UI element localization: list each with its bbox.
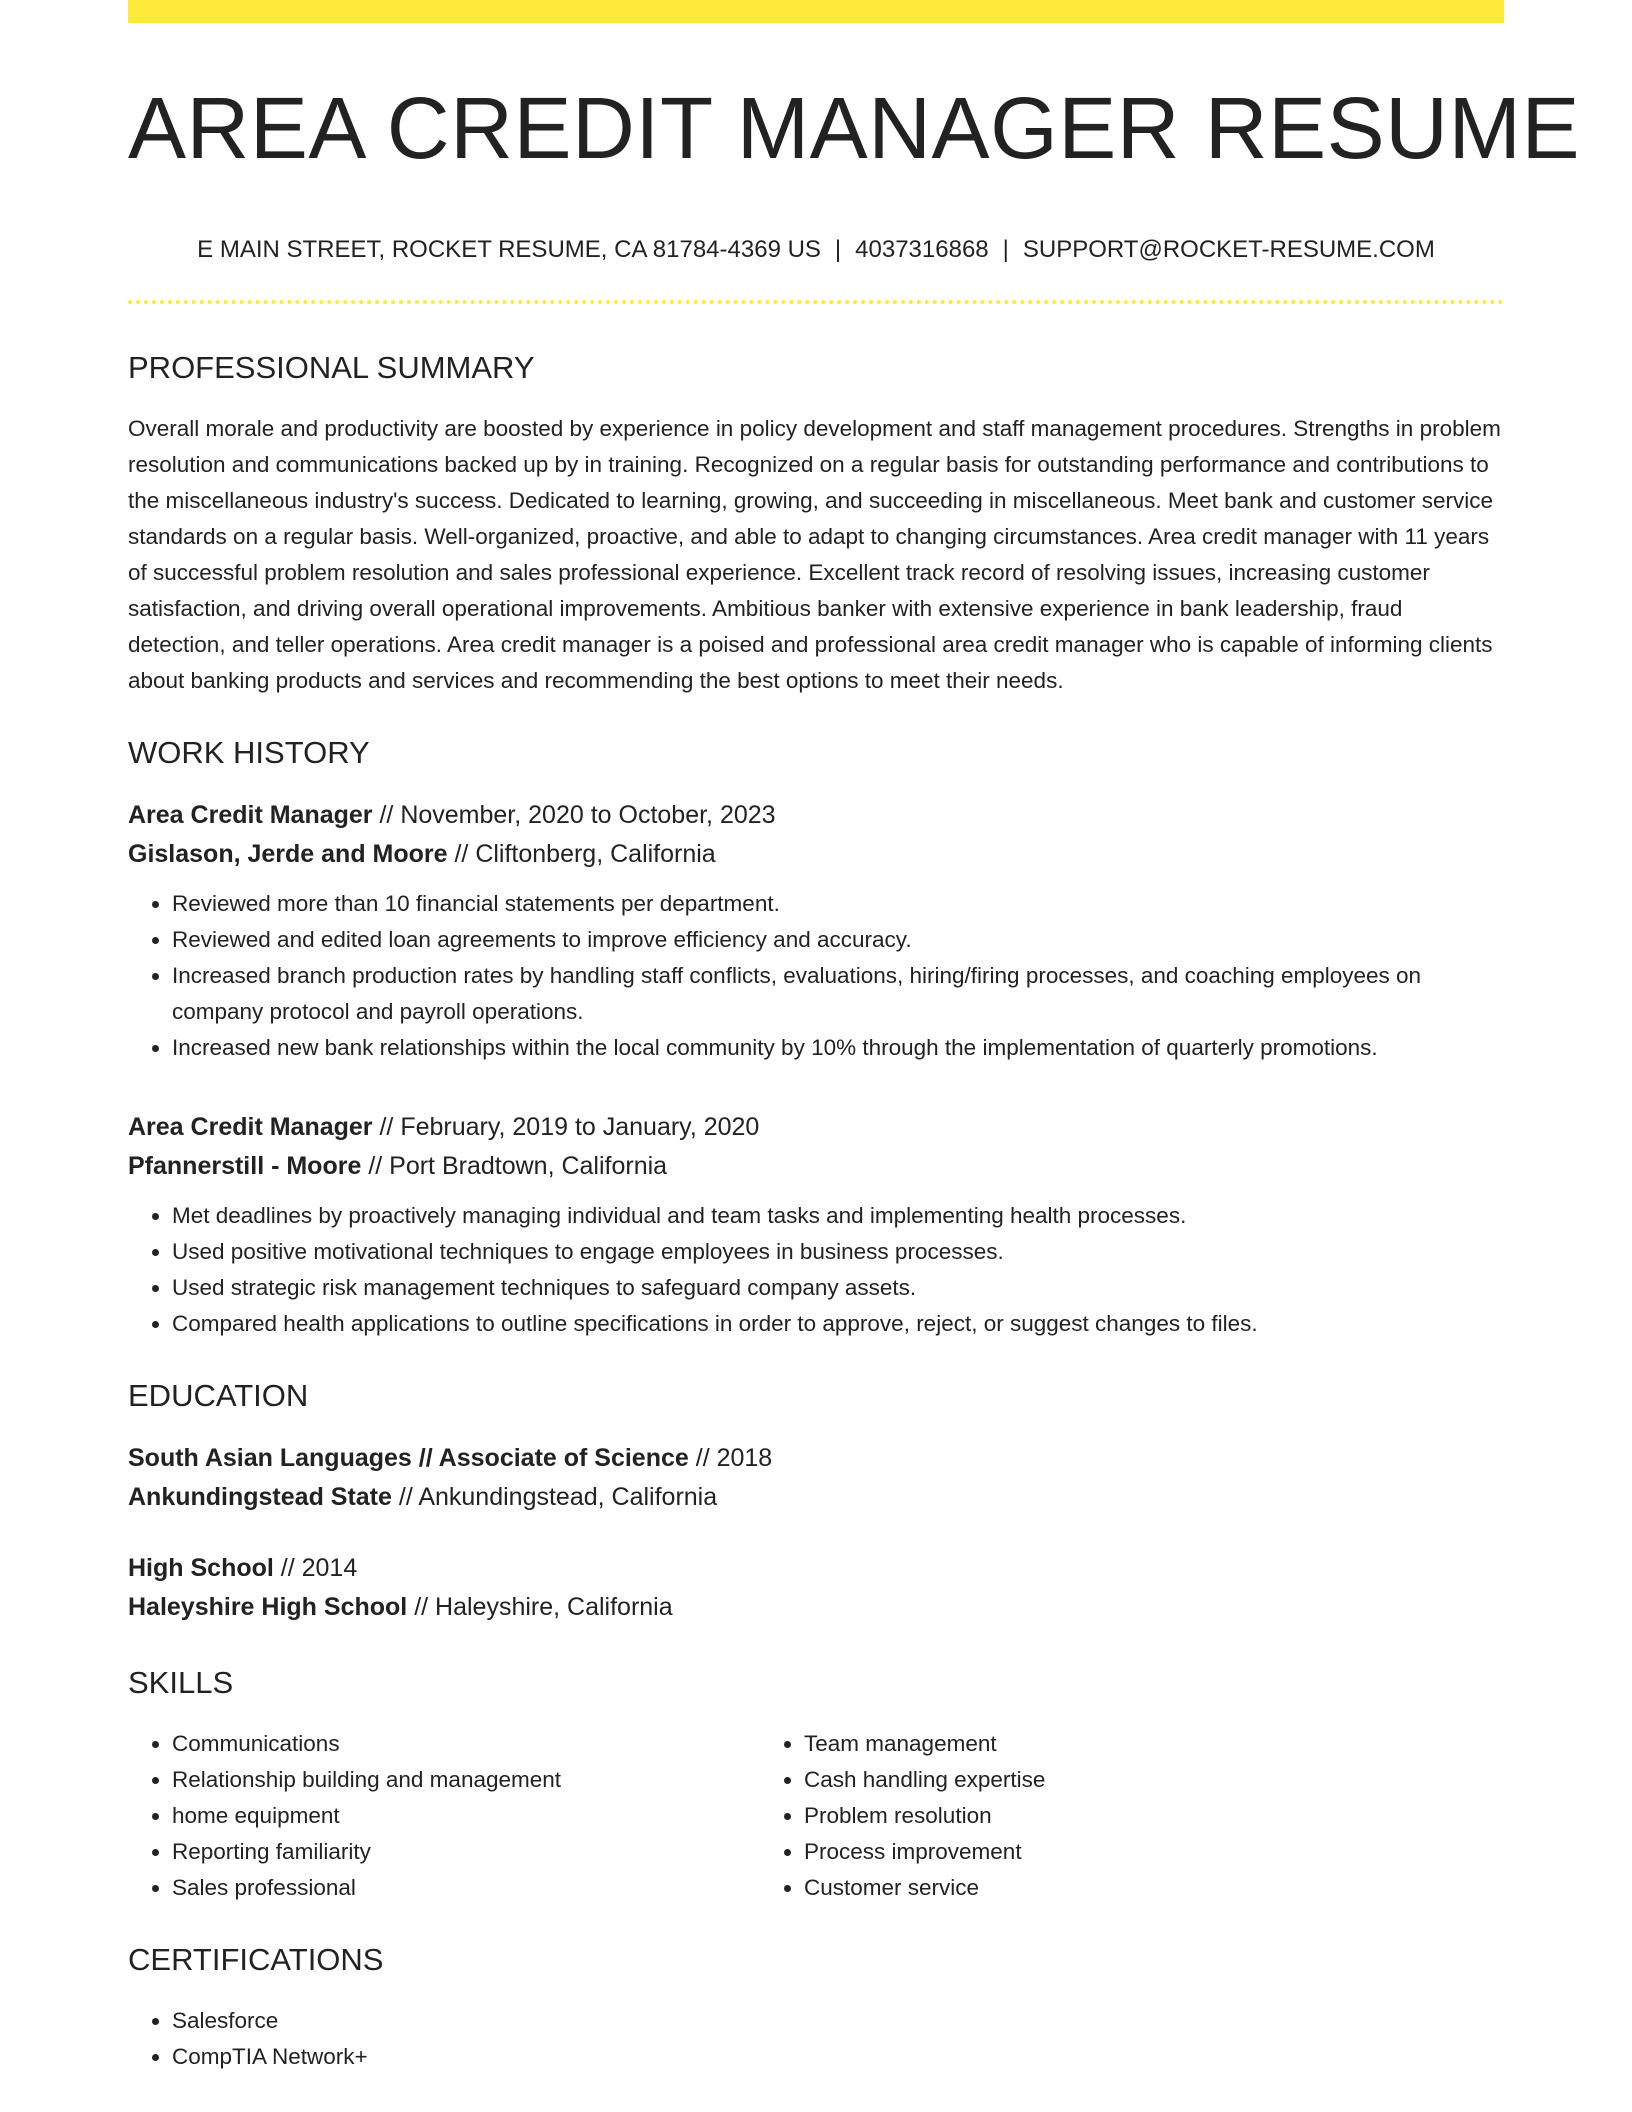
work-history-heading: WORK HISTORY: [128, 735, 370, 770]
contact-line: [128, 238, 1504, 262]
education-location: // Ankundingstead, California: [391, 1483, 718, 1511]
job-bullet: • Compared health applications to outline specifications in order to approve, reject, or suggest changes to files.: [172, 1306, 1504, 1342]
skill-item: • Customer service: [804, 1870, 1392, 1906]
skill-item: • Relationship building and management: [172, 1762, 760, 1798]
job-bullet: • Increased branch production rates by handling staff conflicts, evaluations, hiring/firing processes, and coaching employees on company protocol and payroll operations.: [172, 958, 1504, 1030]
education-degree: South Asian Languages // Associate of Science: [128, 1444, 689, 1472]
resume-title: AREA CREDIT MANAGER RESUME: [128, 80, 1580, 177]
job-bullet: • Reviewed more than 10 financial statements per department.: [172, 886, 1504, 922]
education-school-line: [128, 1588, 1504, 1627]
certification-item: • CompTIA Network+: [172, 2039, 1504, 2075]
dotted-divider: [128, 300, 1504, 304]
job-company: Gislason, Jerde and Moore: [128, 840, 448, 868]
job-company-line: [128, 835, 1504, 874]
skills-list-left: [128, 1726, 760, 1906]
job-bullet: • Met deadlines by proactively managing individual and team tasks and implementing health processes.: [172, 1198, 1504, 1234]
skills-grid: [128, 1726, 1504, 1906]
job-bullet: • Used positive motivational techniques to engage employees in business processes.: [172, 1234, 1504, 1270]
education-entry: [128, 1549, 1504, 1627]
job-bullet: • Used strategic risk management techniques to safeguard company assets.: [172, 1270, 1504, 1306]
job-title: Area Credit Manager: [128, 801, 373, 829]
job-title: Area Credit Manager: [128, 1113, 373, 1141]
skill-item: • Team management: [804, 1726, 1392, 1762]
job-bullet-list: [128, 1198, 1504, 1342]
education-year: // 2014: [273, 1554, 358, 1582]
contact-separator: |: [834, 236, 842, 263]
summary-heading: PROFESSIONAL SUMMARY: [128, 350, 535, 385]
skill-item: • Reporting familiarity: [172, 1834, 760, 1870]
contact-separator: |: [1002, 236, 1009, 263]
summary-text: Overall morale and productivity are boosted by experience in policy development and staff management procedures. Strengths in problem resolution and communications backed up by in training. Recognized on a regular basis for outstanding performance and contributions to the miscellaneous industry's success. Dedicated to learning, growing, and succeeding in miscellaneous. Meet bank and customer service standards on a regular basis. Well-organized, proactive, and able to adapt to changing circumstances. Area credit manager with 11 years of successful problem resolution and sales professional experience. Excellent track record of resolving issues, increasing customer satisfaction, and driving overall operational improvements. Ambitious banker with extensive experience in bank leadership, fraud detection, and teller operations. Area credit manager is a poised and professional area credit manager who is capable of informing clients about banking products and services and recommending the best options to meet their needs.: [128, 416, 1501, 693]
education-degree: High School: [128, 1554, 274, 1582]
skill-item: • Problem resolution: [804, 1798, 1392, 1834]
skill-item: • home equipment: [172, 1798, 760, 1834]
education-degree-line: [128, 1549, 1504, 1588]
skills-heading: SKILLS: [128, 1665, 234, 1700]
education-school: Haleyshire High School: [128, 1593, 408, 1621]
job-entry: [128, 796, 1504, 1066]
job-dates: // November, 2020 to October, 2023: [372, 801, 776, 829]
job-bullet: • Reviewed and edited loan agreements to improve efficiency and accuracy.: [172, 922, 1504, 958]
education-location: // Haleyshire, California: [407, 1593, 673, 1621]
certification-item: • Salesforce: [172, 2003, 1504, 2039]
job-location: // Cliftonberg, California: [447, 840, 716, 868]
contact-address: E MAIN STREET, ROCKET RESUME, CA 81784-4369 US: [197, 236, 821, 263]
job-bullet-list: [128, 886, 1504, 1066]
job-entry: [128, 1108, 1504, 1342]
skills-list-right: [760, 1726, 1392, 1906]
top-accent-bar: [128, 0, 1504, 23]
education-school-line: [128, 1478, 1504, 1517]
education-school: Ankundingstead State: [128, 1483, 392, 1511]
certifications-heading: CERTIFICATIONS: [128, 1942, 384, 1977]
skill-item: • Communications: [172, 1726, 760, 1762]
contact-email: SUPPORT@ROCKET-RESUME.COM: [1022, 236, 1435, 263]
job-dates: // February, 2019 to January, 2020: [372, 1113, 760, 1141]
education-heading: EDUCATION: [128, 1378, 309, 1413]
job-company-line: [128, 1147, 1504, 1186]
skill-item: • Sales professional: [172, 1870, 760, 1906]
job-bullet: • Increased new bank relationships within the local community by 10% through the implementation of quarterly promotions.: [172, 1030, 1504, 1066]
skill-item: • Process improvement: [804, 1834, 1392, 1870]
skill-item: • Cash handling expertise: [804, 1762, 1392, 1798]
job-company: Pfannerstill - Moore: [128, 1152, 362, 1180]
education-year: // 2018: [688, 1444, 773, 1472]
education-degree-line: [128, 1439, 1504, 1478]
education-entry: [128, 1439, 1504, 1517]
job-location: // Port Bradtown, California: [361, 1152, 668, 1180]
contact-phone: 4037316868: [855, 236, 989, 263]
job-title-line: [128, 796, 1504, 835]
job-title-line: [128, 1108, 1504, 1147]
resume-page: [128, 0, 1580, 2075]
certifications-list: [128, 2003, 1504, 2075]
